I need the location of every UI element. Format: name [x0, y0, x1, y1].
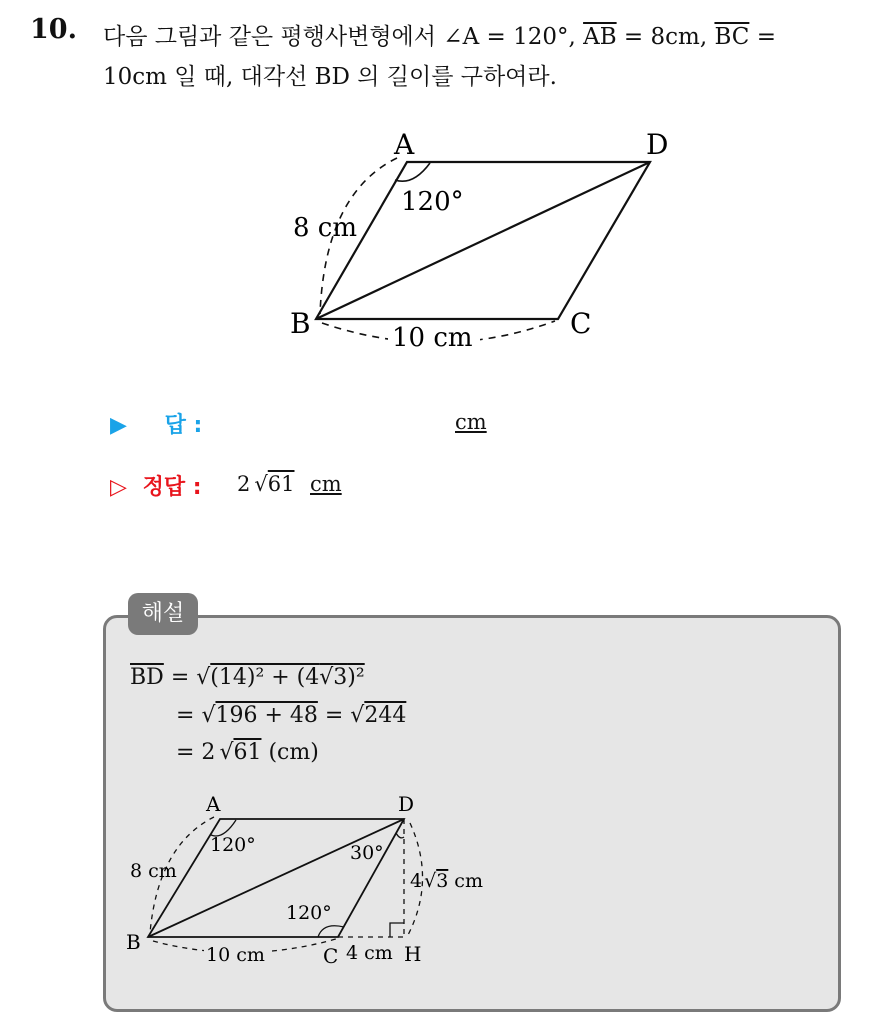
question-text-1b: = 8cm, — [616, 24, 715, 50]
angle-label-a: 120° — [401, 187, 464, 217]
angle-label-c-2: 120° — [286, 902, 332, 924]
sqrt-icon: √ — [196, 665, 211, 690]
explanation-figure — [118, 785, 518, 975]
explanation-step-2: = √196 + 48 = √244 — [176, 703, 407, 728]
sqrt-icon: √ — [319, 665, 334, 690]
step3-unit: (cm) — [261, 740, 319, 765]
explanation-step-3 — [176, 740, 319, 765]
side-label-ab: 8 cm — [293, 213, 358, 243]
step3-rad: 61 — [233, 740, 262, 765]
height-label — [410, 870, 483, 892]
correct-coef: 2 — [237, 472, 251, 496]
step1-rad: 3 — [333, 665, 348, 690]
step2-b: 244 — [364, 703, 407, 728]
angle-label-d-2: 30° — [350, 842, 384, 864]
play-icon: ▶ — [110, 413, 127, 438]
angle-arc-d-2 — [396, 833, 404, 838]
answer-row — [110, 408, 202, 439]
answer-unit: cm — [455, 410, 487, 434]
height-unit: cm — [454, 870, 483, 892]
label-a-2: A — [206, 792, 221, 816]
diagonal-bd — [316, 162, 650, 319]
question-line-1 — [103, 18, 776, 51]
question-line-2: 10cm 일 때, 대각선 BD 의 길이를 구하여라. — [103, 64, 557, 90]
height-rad: 3 — [436, 870, 449, 892]
explanation-lhs: $\overline{BD}$ — [130, 665, 164, 690]
parallelogram-figure — [270, 118, 690, 358]
question-text-1a: 다음 그림과 같은 평행사변형에서 ∠A = 120°, — [103, 24, 584, 50]
right-angle-mark — [390, 923, 404, 937]
correct-label: 정답 : — [142, 475, 202, 500]
sqrt-icon: √ — [424, 870, 437, 892]
explanation-step-1 — [130, 665, 365, 690]
step2-a: 196 + 48 — [215, 703, 318, 728]
segment-ab: $\overline{AB}$ — [583, 24, 617, 50]
label-c: C — [570, 307, 592, 340]
outline-play-icon: ▷ — [110, 475, 127, 500]
explanation-eq: = — [170, 665, 197, 690]
correct-unit: cm — [310, 472, 342, 496]
question-text-1c: = — [749, 24, 776, 50]
label-b: B — [290, 307, 311, 340]
correct-radicand: 61 — [267, 472, 295, 496]
side-label-bc: 10 cm — [392, 323, 473, 353]
sqrt-icon: √ — [350, 703, 365, 728]
label-b-2: B — [126, 930, 141, 954]
label-d: D — [646, 128, 669, 161]
step1-a: (14)² + (4 — [210, 665, 320, 690]
label-d-2: D — [398, 792, 415, 816]
step2-eq: = — [317, 703, 351, 728]
angle-arc-c-2 — [318, 926, 344, 937]
side-label-ch-2: 4 cm — [346, 942, 393, 964]
sqrt-icon: √ — [254, 472, 268, 496]
step1-b: )² — [347, 665, 365, 690]
label-h-2: H — [404, 942, 422, 966]
correct-value — [237, 472, 295, 496]
label-c-2: C — [323, 944, 339, 968]
question-number: 10. — [30, 14, 77, 45]
height-coef: 4 — [410, 870, 423, 892]
side-label-bc-2: 10 cm — [206, 944, 265, 966]
sqrt-icon: √ — [219, 740, 234, 765]
angle-label-a-2: 120° — [210, 834, 256, 856]
correct-answer-row — [110, 470, 202, 501]
side-label-ab-2: 8 cm — [130, 860, 177, 882]
label-a: A — [394, 128, 415, 161]
explanation-tag: 해설 — [128, 593, 198, 635]
segment-bc: $\overline{BC}$ — [714, 24, 750, 50]
answer-label: 답 : — [164, 413, 203, 438]
step3-coef: = 2 — [176, 740, 216, 765]
sqrt-icon: √ — [201, 703, 216, 728]
